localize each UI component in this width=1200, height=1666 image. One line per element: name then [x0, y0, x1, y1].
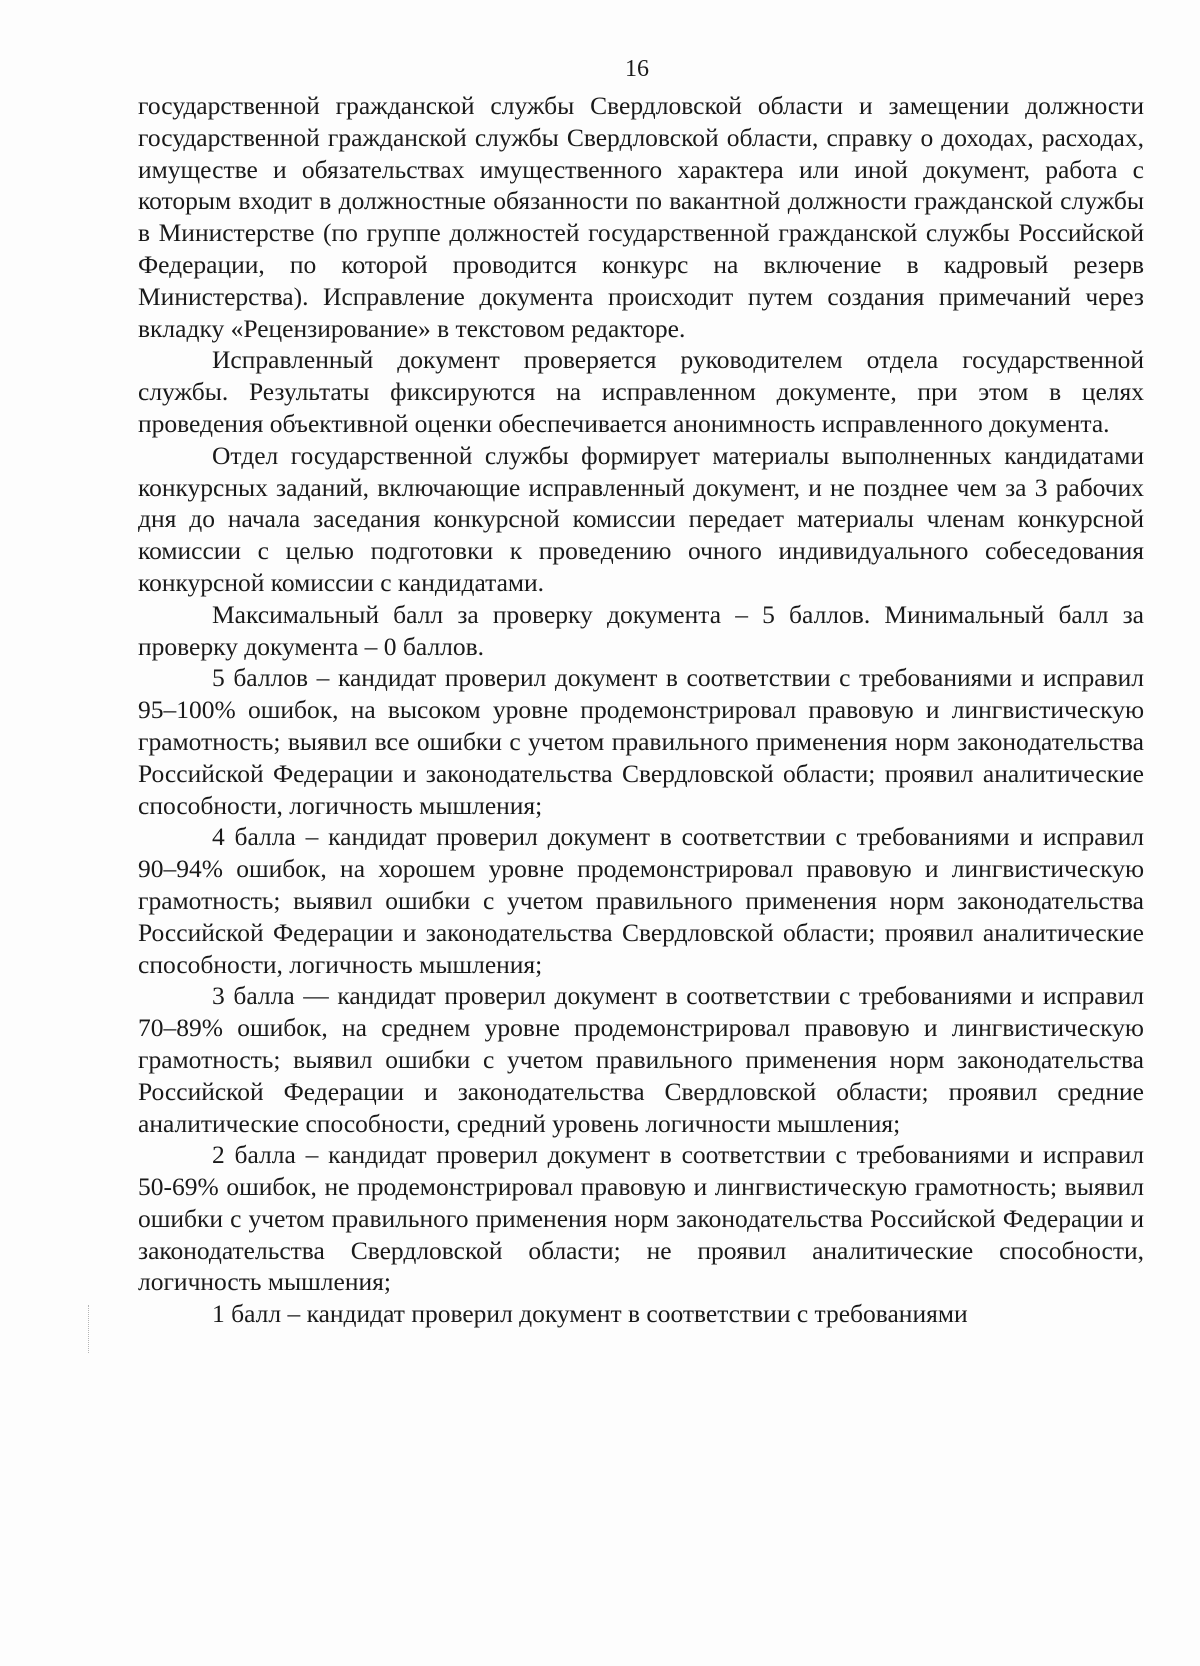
paragraph-continuation: государственной гражданской службы Свердловской области и замещении должности государственной гражданской службы Свердловской области, справку о доходах, расходах, имуществе и обязательствах имущественного характера или иной документ, работа с которым входит в должностные обязанности по вакантной должности гражданской службы в Министерстве (по группе должностей государственной гражданской службы Российской Федерации, по которой проводится конкурс на включение в кадровый резерв Министерства). Исправление документа происходит путем создания примечаний через вкладку «Рецензирование» в текстовом редакторе. [138, 91, 1144, 343]
paragraph-score-range: Максимальный балл за проверку документа – 5 баллов. Минимальный балл за проверку документа – 0 баллов. [138, 599, 1144, 661]
scan-artifact [88, 1305, 90, 1353]
paragraph-score-5: 5 баллов – кандидат проверил документ в соответствии с требованиями и исправил 95–100% ошибок, на высоком уровне продемонстрировал правовую и лингвистическую грамотность; выявил все ошибки с учетом правильного применения норм законодательства Российской Федерации и законодательства Свердловской области; проявил аналитические способности, логичность мышления; [138, 663, 1144, 820]
paragraph-score-2: 2 балла – кандидат проверил документ в соответствии с требованиями и исправил 50-69% ошибок, не продемонстрировал правовую и лингвистическую грамотность; выявил ошибки с учетом правильного применения норм законодательства Российской Федерации и законодательства Свердловской области; не проявил аналитические способности, логичность мышления; [138, 1140, 1144, 1297]
page-number: 16 [625, 56, 649, 82]
paragraph-score-4: 4 балла – кандидат проверил документ в соответствии с требованиями и исправил 90–94% ошибок, на хорошем уровне продемонстрировал правовую и лингвистическую грамотность; выявил ошибки с учетом правильного применения норм законодательства Российской Федерации и законодательства Свердловской области; проявил аналитические способности, логичность мышления; [138, 822, 1144, 979]
paragraph-score-3: 3 балла — кандидат проверил документ в соответствии с требованиями и исправил 70–89% ошибок, на среднем уровне продемонстрировал правовую и лингвистическую грамотность; выявил ошибки с учетом правильного применения норм законодательства Российской Федерации и законодательства Свердловской области; проявил средние аналитические способности, средний уровень логичности мышления; [138, 981, 1144, 1138]
document-body [138, 90, 1144, 1330]
paragraph-materials: Отдел государственной службы формирует материалы выполненных кандидатами конкурсных заданий, включающие исправленный документ, и не позднее чем за 3 рабочих дня до начала заседания конкурсной комиссии передает материалы членам конкурсной комиссии с целью подготовки к проведению очного индивидуального собеседования конкурсной комиссии с кандидатами. [138, 440, 1144, 597]
paragraph-score-1: 1 балл – кандидат проверил документ в соответствии с требованиями [212, 1299, 968, 1329]
paragraph-document-check: Исправленный документ проверяется руководителем отдела государственной службы. Результаты фиксируются на исправленном документе, при этом в целях проведения объективной оценки обеспечивается анонимность исправленного документа. [138, 345, 1144, 438]
